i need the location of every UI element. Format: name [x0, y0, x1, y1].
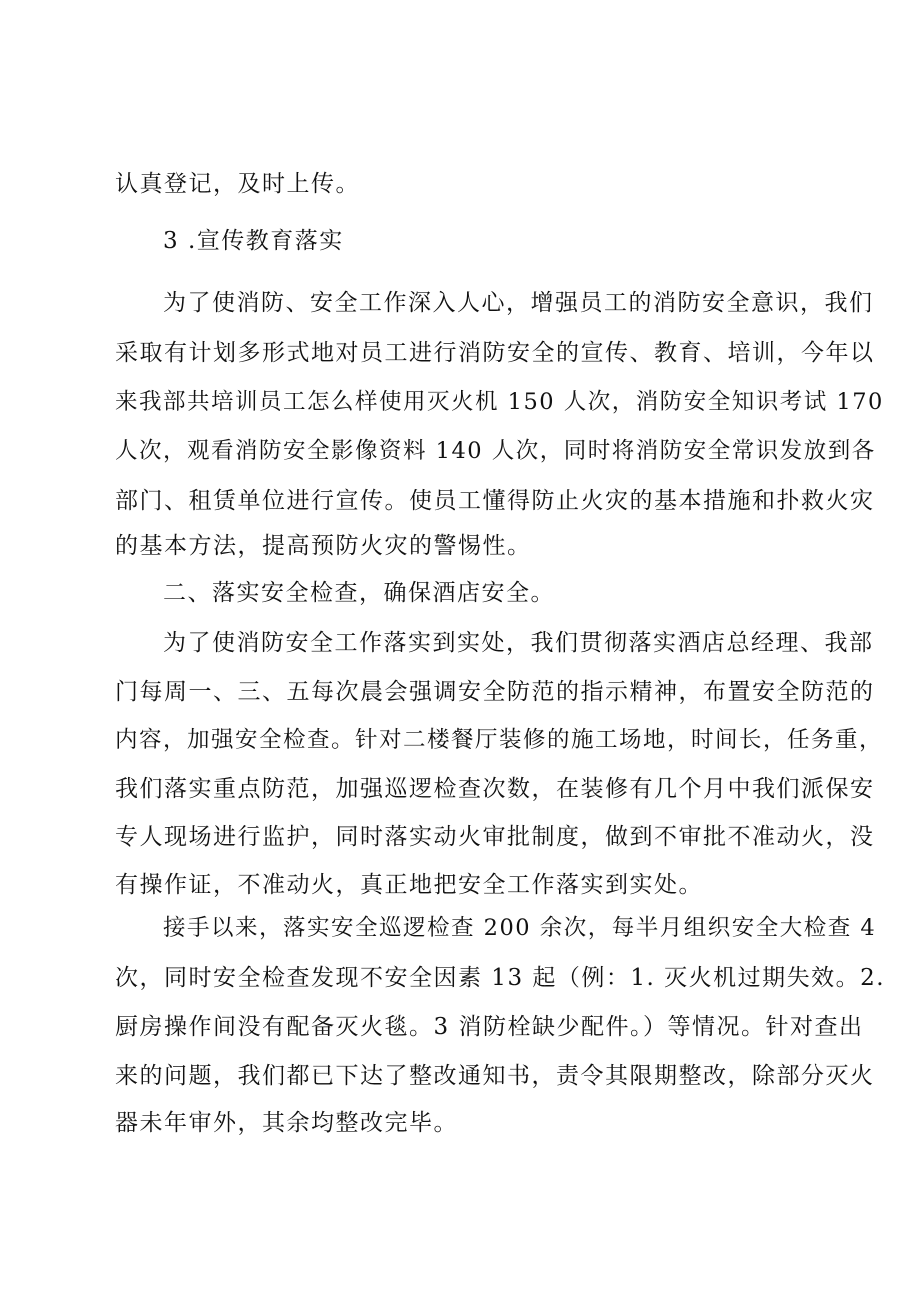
paragraph-line: 来的问题，我们都已下达了整改通知书，责令其限期整改，除部分灭火 — [115, 1063, 875, 1089]
paragraph-line: 为了使消防、安全工作深入人心，增强员工的消防安全意识，我们 — [163, 290, 874, 316]
paragraph-line: 次，同时安全检查发现不安全因素 13 起（例：1. 灭火机过期失效。2. — [115, 965, 886, 991]
section-heading: 二、落实安全检查，确保酒店安全。 — [163, 580, 555, 606]
paragraph-line: 接手以来，落实安全巡逻检查 200 余次，每半月组织安全大检查 4 — [163, 915, 877, 941]
paragraph-line: 器未年审外，其余均整改完毕。 — [115, 1110, 458, 1136]
paragraph-line: 专人现场进行监护，同时落实动火审批制度，做到不审批不准动火，没 — [115, 824, 875, 850]
paragraph-line: 有操作证，不准动火，真正地把安全工作落实到实处。 — [115, 872, 703, 898]
paragraph-line: 我们落实重点防范，加强巡逻检查次数，在装修有几个月中我们派保安 — [115, 776, 875, 802]
paragraph-line: 为了使消防安全工作落实到实处，我们贯彻落实酒店总经理、我部 — [163, 630, 874, 656]
paragraph-line: 人次，观看消防安全影像资料 140 人次，同时将消防安全常识发放到各 — [115, 438, 876, 464]
paragraph-line: 厨房操作间没有配备灭火毯。3 消防栓缺少配件。）等情况。针对查出 — [115, 1014, 864, 1040]
paragraph-line: 门每周一、三、五每次晨会强调安全防范的指示精神，布置安全防范的 — [115, 679, 875, 705]
paragraph-line: 采取有计划多形式地对员工进行消防安全的宣传、教育、培训，今年以 — [115, 340, 875, 366]
paragraph-line: 来我部共培训员工怎么样使用灭火机 150 人次，消防安全知识考试 170 — [115, 389, 884, 415]
paragraph-line: 的基本方法，提高预防火灾的警惕性。 — [115, 533, 532, 559]
paragraph-line: 部门、租赁单位进行宣传。使员工懂得防止火灾的基本措施和扑救火灾 — [115, 488, 875, 514]
paragraph-line: 内容，加强安全检查。针对二楼餐厅装修的施工场地，时间长，任务重， — [115, 727, 884, 753]
section-heading: 3 .宣传教育落实 — [163, 228, 344, 254]
paragraph-line: 认真登记，及时上传。 — [115, 171, 360, 197]
